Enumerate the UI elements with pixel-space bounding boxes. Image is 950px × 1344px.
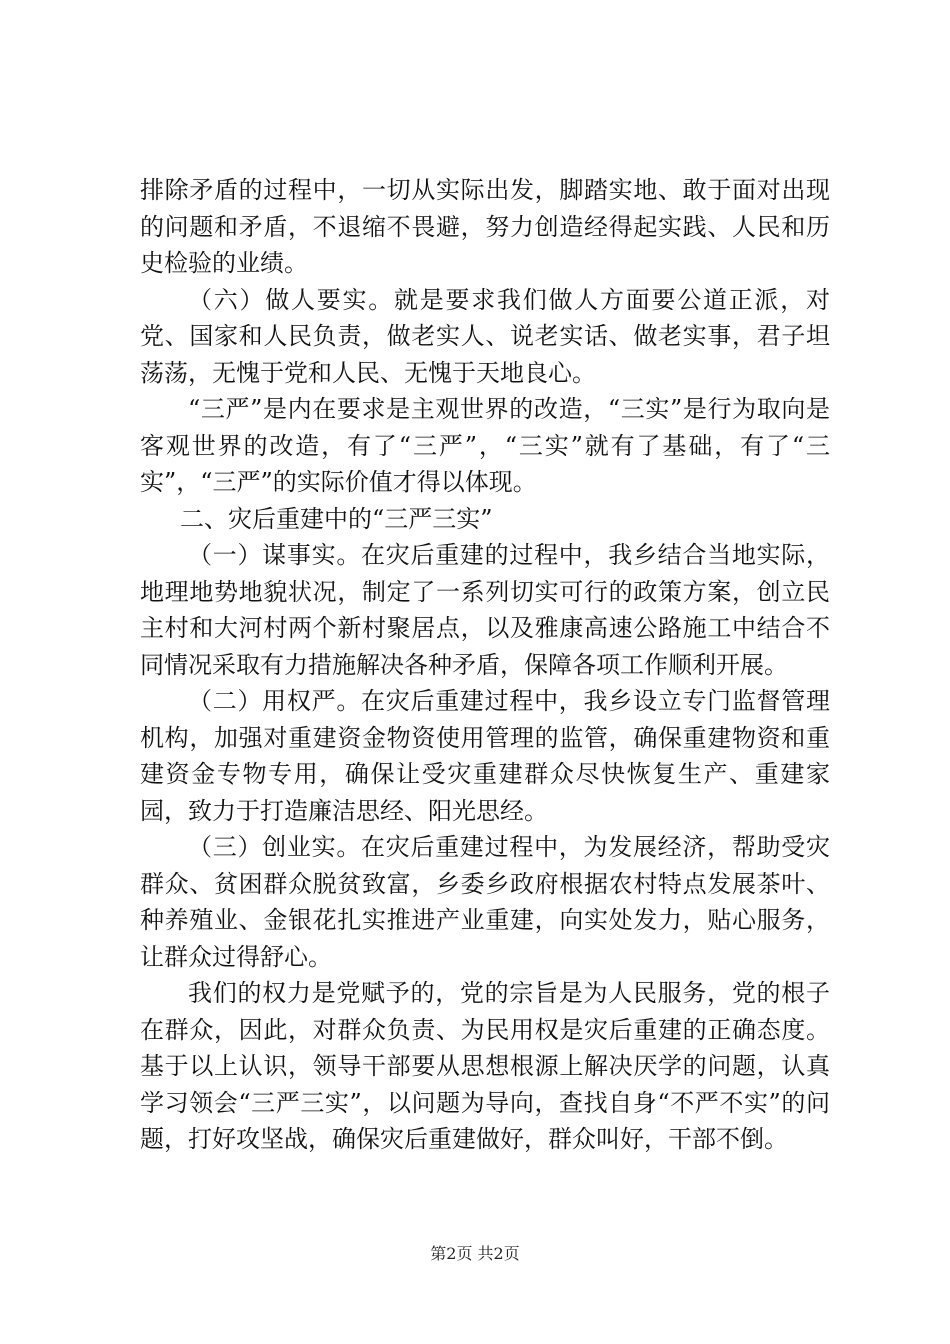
body-paragraph: 我们的权力是党赋予的，党的宗旨是为人民服务，党的根子在群众，因此，对群众负责、为民用权是灾后重建的正确态度。基于以上认识，领导干部要从思想根源上解决厌学的问题，认真学习领会“三严三实”，以问题为导向，查找自身“不严不实”的问题，打好攻坚战，确保灾后重建做好，群众叫好，干部不倒。 [140,979,830,1153]
page-number-footer: 第2页 共2页 [430,1244,520,1263]
body-paragraph: （二）用权严。在灾后重建过程中，我乡设立专门监督管理机构，加强对重建资金物资使用管理的监管，确保重建物资和重建资金专物专用，确保让受灾重建群众尽快恢复生产、重建家园，致力于打造廉洁思经、阳光思经。 [140,687,830,825]
body-paragraph: （一）谋事实。在灾后重建的过程中，我乡结合当地实际，地理地势地貌状况，制定了一系列切实可行的政策方案，创立民主村和大河村两个新村聚居点，以及雅康高速公路施工中结合不同情况采取有力措施解决各种矛盾，保障各项工作顺利开展。 [140,541,830,679]
body-paragraph: （三）创业实。在灾后重建过程中，为发展经济，帮助受灾群众、贫困群众脱贫致富，乡委乡政府根据农村特点发展茶叶、种养殖业、金银花扎实推进产业重建，向实处发力，贴心服务，让群众过得舒心。 [140,833,830,971]
body-paragraph: 排除矛盾的过程中，一切从实际出发，脚踏实地、敢于面对出现的问题和矛盾，不退缩不畏避，努力创造经得起实践、人民和历史检验的业绩。 [140,176,830,277]
section-heading: 二、灾后重建中的“三严三实” [180,504,493,533]
body-paragraph: “三严”是内在要求是主观世界的改造，“三实”是行为取向是客观世界的改造，有了“三严”，“三实”就有了基础，有了“三实”，“三严”的实际价值才得以体现。 [140,395,830,496]
body-paragraph: （六）做人要实。就是要求我们做人方面要公道正派，对党、国家和人民负责，做老实人、说老实话、做老实事，君子坦荡荡，无愧于党和人民、无愧于天地良心。 [140,285,830,387]
document-body [140,172,830,1158]
